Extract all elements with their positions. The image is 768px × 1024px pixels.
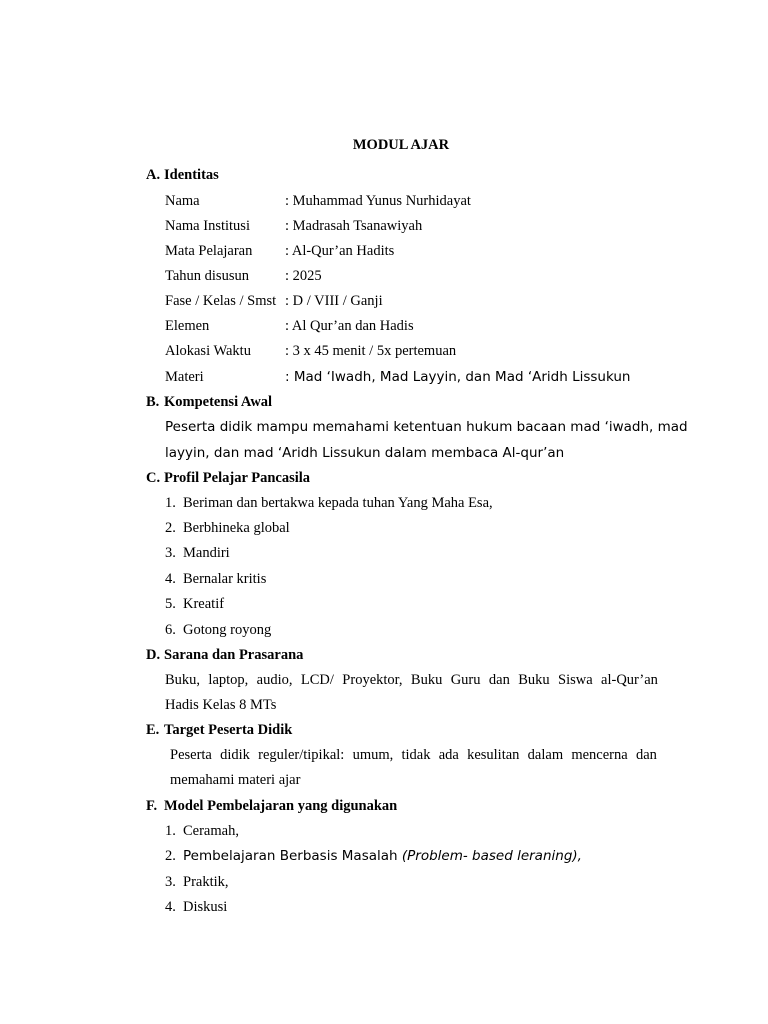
list-item: Kreatif — [183, 596, 225, 612]
list-item: Bernalar kritis — [183, 571, 267, 587]
word: dalam — [527, 747, 564, 763]
identitas-label: Fase / Kelas / Smst — [165, 293, 277, 309]
word: Buku, — [165, 672, 201, 688]
section-heading-kompetensi: B. Kompetensi Awal — [146, 394, 273, 410]
list-number: 4. — [165, 899, 176, 915]
word: Buku — [518, 672, 550, 688]
identitas-value: : Mad ‘Iwadh, Mad Layyin, dan Mad ‘Aridh Lissukun — [285, 369, 631, 385]
word: Siswa — [558, 672, 593, 688]
list-item: Beriman dan bertakwa kepada tuhan Yang Maha Esa, — [183, 495, 493, 511]
word: Guru — [450, 672, 481, 688]
identitas-value: : Madrasah Tsanawiyah — [285, 218, 423, 234]
list-number: 1. — [165, 823, 176, 839]
word: LCD/ — [300, 672, 334, 688]
identitas-value: : Al-Qur’an Hadits — [285, 243, 395, 259]
word: kesulitan — [467, 747, 520, 763]
list-item: Diskusi — [183, 899, 228, 915]
word: didik — [220, 747, 250, 763]
list-item: Pembelajaran Berbasis Masalah (Problem- based leraning), — [183, 848, 582, 864]
list-item: Gotong royong — [183, 622, 272, 638]
list-number: 4. — [165, 571, 176, 587]
kompetensi-text-line: Peserta didik mampu memahami ketentuan hukum bacaan mad ‘iwadh, mad — [165, 419, 688, 435]
word: audio, — [256, 672, 293, 688]
word: dan — [488, 672, 510, 688]
list-number: 6. — [165, 622, 176, 638]
identitas-label: Materi — [165, 369, 204, 385]
section-heading-model: F. Model Pembelajaran yang digunakan — [146, 798, 398, 814]
identitas-value: : Muhammad Yunus Nurhidayat — [285, 193, 471, 209]
identitas-label: Alokasi Waktu — [165, 343, 251, 359]
list-number: 5. — [165, 596, 176, 612]
kompetensi-text-line: layyin, dan mad ‘Aridh Lissukun dalam membaca Al-qur’an — [165, 445, 565, 461]
sarana-text-line — [165, 671, 658, 689]
section-heading-profil: C. Profil Pelajar Pancasila — [146, 470, 311, 486]
list-item: Mandiri — [183, 545, 230, 561]
identitas-value: : 3 x 45 menit / 5x pertemuan — [285, 343, 457, 359]
list-number: 1. — [165, 495, 176, 511]
word: reguler/tipikal: — [258, 747, 345, 763]
word: mencerna — [571, 747, 628, 763]
identitas-label: Nama — [165, 193, 200, 209]
list-item: Berbhineka global — [183, 520, 290, 536]
target-text-line — [170, 746, 657, 764]
identitas-value: : 2025 — [285, 268, 322, 284]
word: Peserta — [170, 747, 212, 763]
list-number: 2. — [165, 520, 176, 536]
word: laptop, — [208, 672, 249, 688]
section-heading-identitas: A. Identitas — [146, 167, 219, 183]
section-heading-target: E. Target Peserta Didik — [146, 722, 293, 738]
identitas-label: Nama Institusi — [165, 218, 250, 234]
identitas-label: Mata Pelajaran — [165, 243, 253, 259]
list-number: 3. — [165, 874, 176, 890]
sarana-text-line: Hadis Kelas 8 MTs — [165, 697, 277, 713]
list-item: Praktik, — [183, 874, 229, 890]
target-text-line: memahami materi ajar — [170, 772, 301, 788]
word: umum, — [352, 747, 394, 763]
word: dan — [635, 747, 657, 763]
identitas-label: Tahun disusun — [165, 268, 249, 284]
list-number: 2. — [165, 848, 176, 864]
document-title: MODUL AJAR — [352, 137, 450, 153]
word: al-Qur’an — [601, 672, 658, 688]
list-item: Ceramah, — [183, 823, 239, 839]
word: ada — [438, 747, 459, 763]
word: tidak — [401, 747, 431, 763]
identitas-value: : Al Qur’an dan Hadis — [285, 318, 414, 334]
identitas-label: Elemen — [165, 318, 210, 334]
identitas-value: : D / VIII / Ganji — [285, 293, 383, 309]
list-number: 3. — [165, 545, 176, 561]
word: Proyektor, — [342, 672, 403, 688]
word: Buku — [410, 672, 443, 688]
section-heading-sarana: D. Sarana dan Prasarana — [146, 647, 304, 663]
